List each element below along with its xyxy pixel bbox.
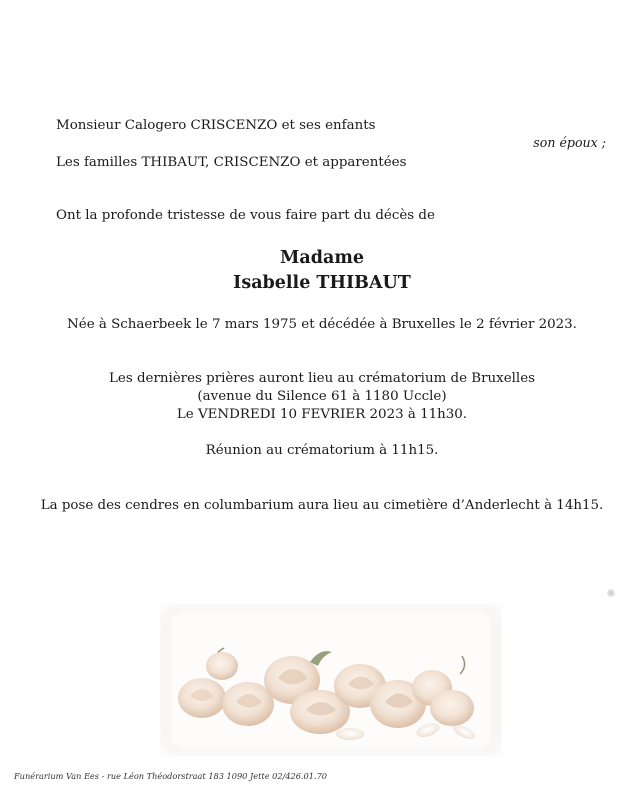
ceremony-line-address: (avenue du Silence 61 à 1180 Uccle)	[197, 389, 447, 404]
birth-death-line: Née à Schaerbeek le 7 mars 1975 et décédée à Bruxelles le 2 février 2023.	[67, 317, 577, 332]
announcement-intro: Ont la profonde tristesse de vous faire part du décès de	[56, 208, 435, 223]
deceased-title: Madame	[280, 248, 364, 268]
family-line-relatives: Les familles THIBAUT, CRISCENZO et apparentées	[56, 155, 407, 170]
ceremony-line-location: Les dernières prières auront lieu au crématorium de Bruxelles	[109, 371, 535, 386]
rose-9-icon	[430, 690, 474, 726]
reunion-line: Réunion au crématorium à 11h15.	[205, 443, 439, 458]
rose-3-icon	[206, 652, 238, 680]
deceased-name: Isabelle THIBAUT	[233, 273, 411, 293]
white-roses-icon	[160, 604, 502, 756]
funeral-home-footer: Funérarium Van Ees - rue Léon Théodorstraat 183 1090 Jette 02/426.01.70	[14, 771, 327, 781]
ceremony-line-date: Le VENDREDI 10 FEVRIER 2023 à 11h30.	[176, 407, 468, 422]
rose-1-icon	[178, 678, 226, 718]
decorative-dot	[607, 589, 615, 597]
ashes-line: La pose des cendres en columbarium aura lieu au cimetière d’Anderlecht à 14h15.	[40, 498, 604, 513]
spouse-note: son époux ;	[533, 135, 606, 150]
white-roses-image	[160, 604, 502, 756]
family-line-spouse: Monsieur Calogero CRISCENZO et ses enfants	[56, 118, 376, 133]
